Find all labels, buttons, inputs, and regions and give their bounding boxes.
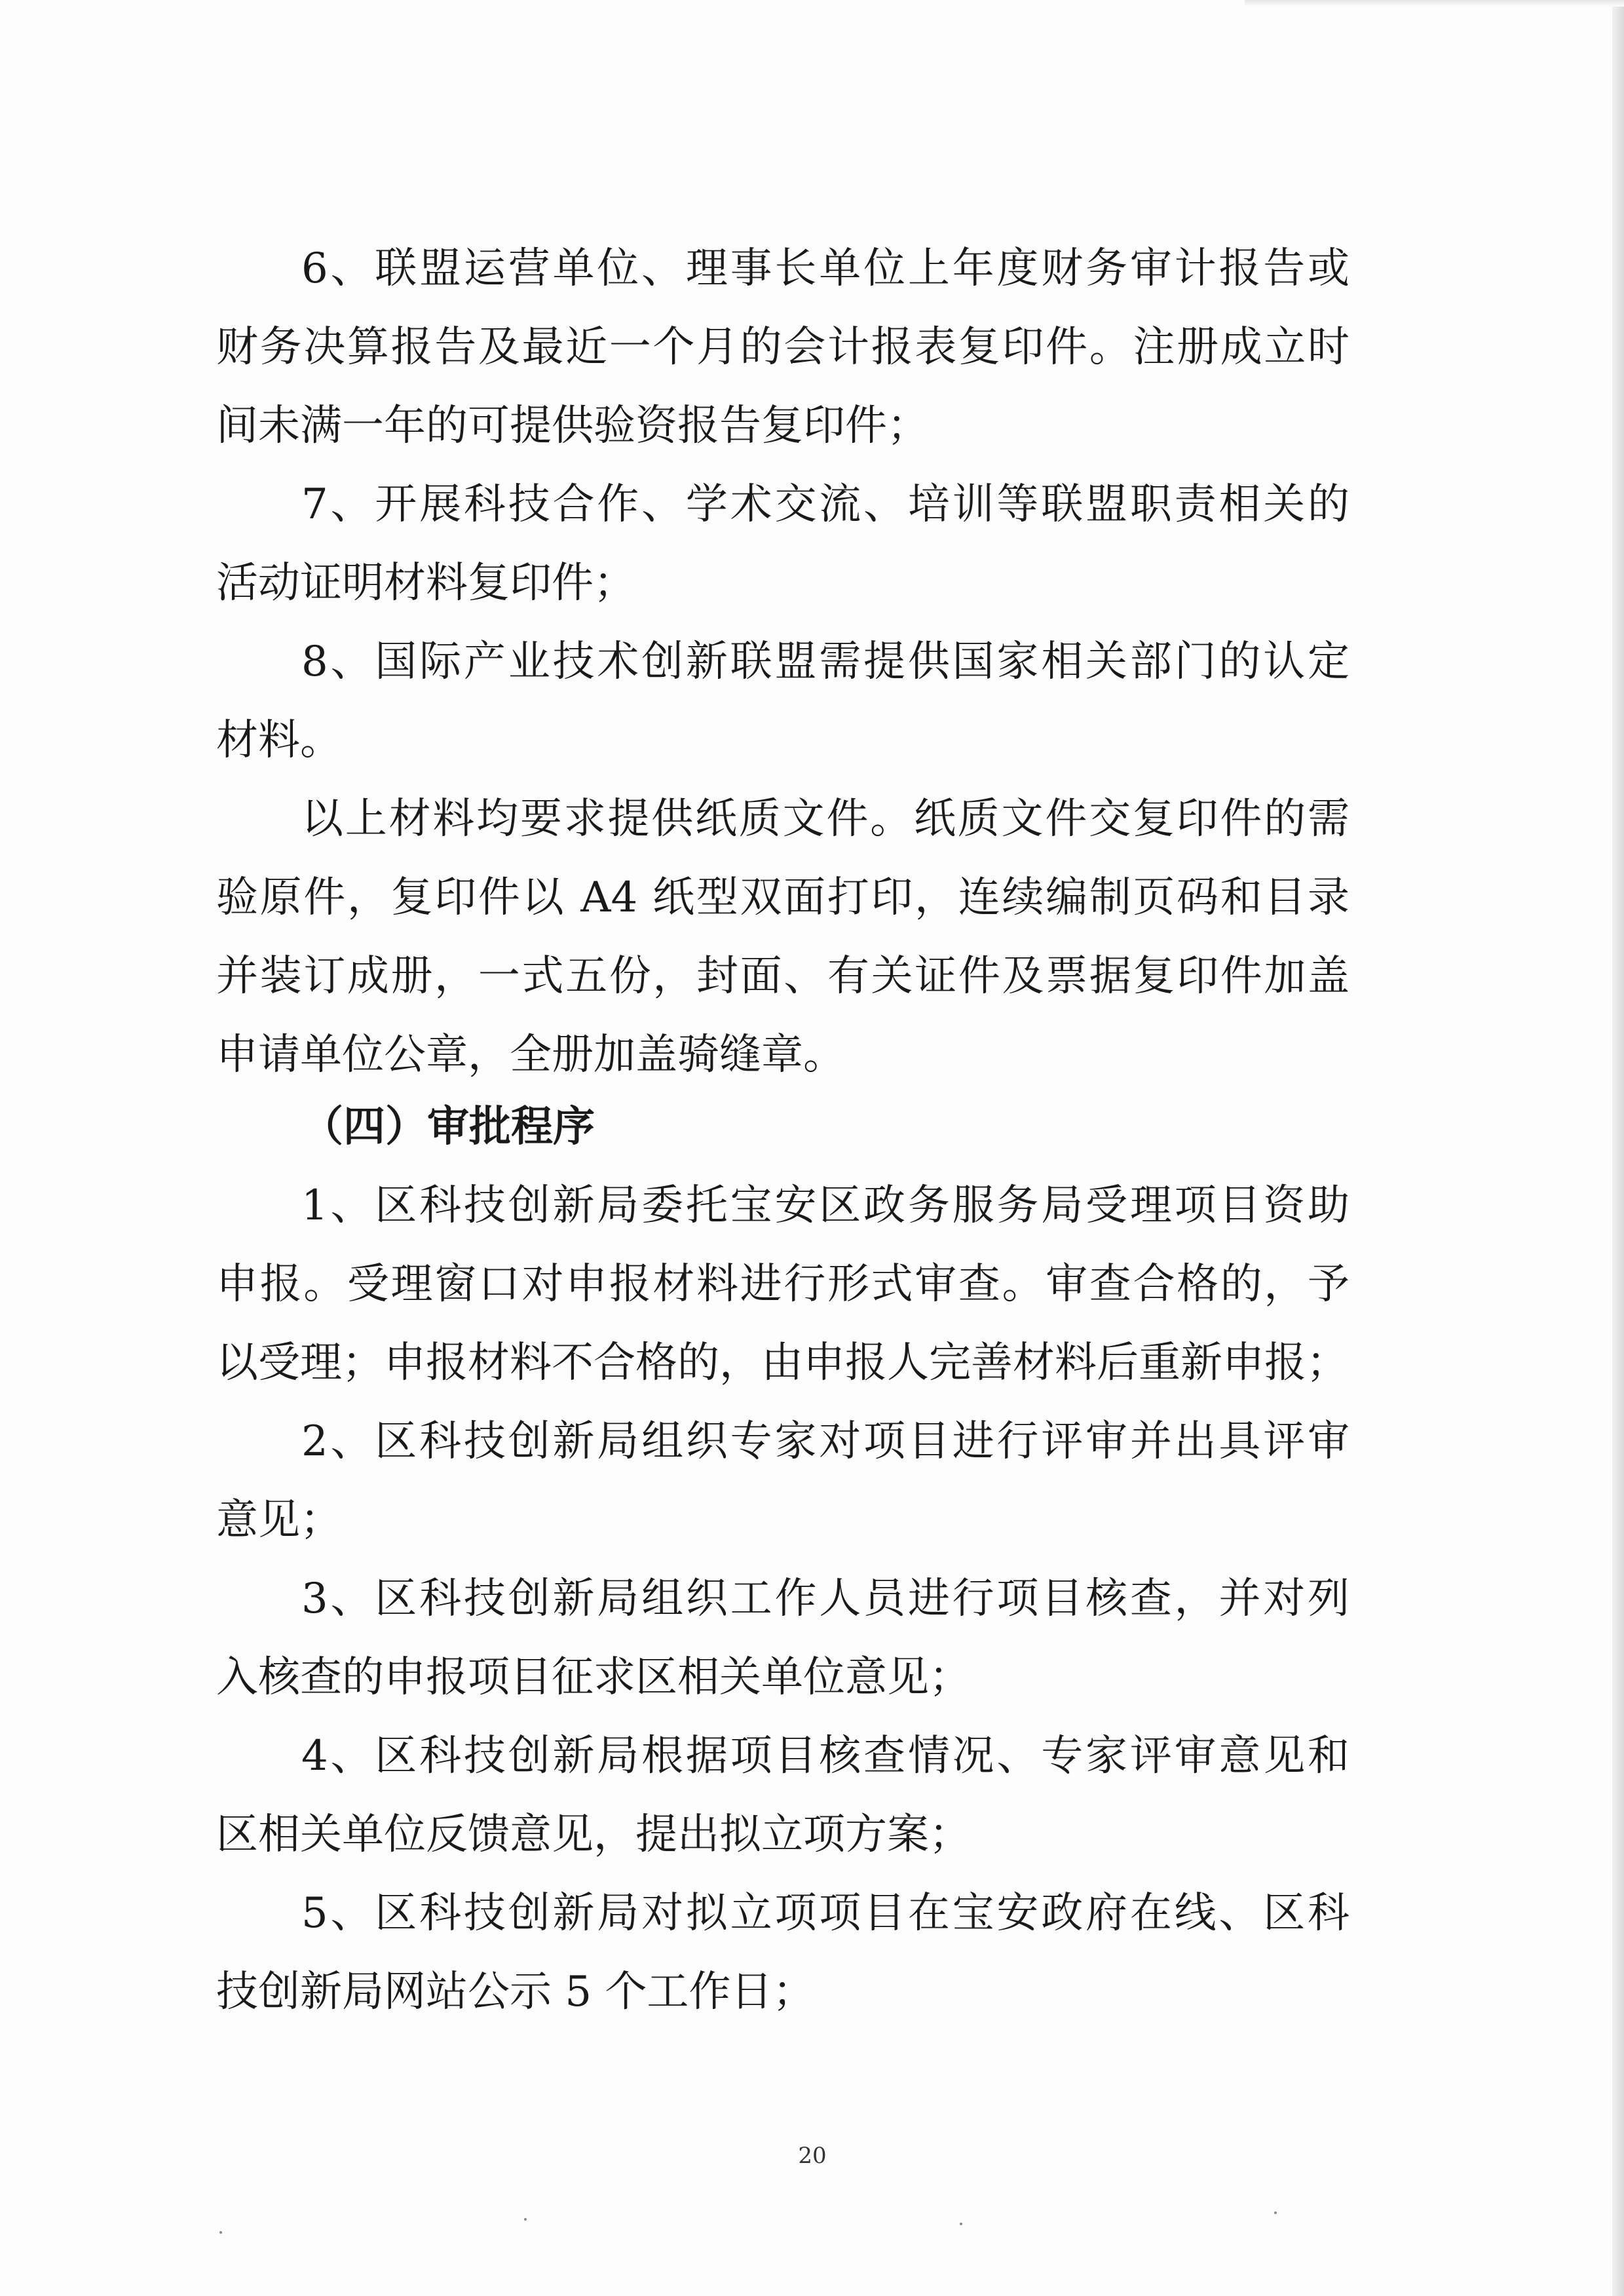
text-line: 4、区科技创新局根据项目核查情况、专家评审意见和 [301, 1732, 1350, 1780]
scan-speck [219, 2231, 222, 2234]
text-line: 1、区科技创新局委托宝安区政务服务局受理项目资助 [301, 1181, 1350, 1230]
text-line: 验原件，复印件以 A4 纸型双面打印，连续编制页码和目录 [216, 873, 1350, 922]
scan-edge-shadow [1612, 0, 1624, 2296]
text-line: 并装订成册，一式五份，封面、有关证件及票据复印件加盖 [216, 952, 1350, 1001]
scan-top-shadow [1245, 0, 1624, 7]
section-heading: （四）审批程序 [301, 1103, 595, 1151]
text-line: 财务决算报告及最近一个月的会计报表复印件。注册成立时 [216, 323, 1350, 372]
text-line: 6、联盟运营单位、理事长单位上年度财务审计报告或 [301, 244, 1350, 293]
text-line: 活动证明材料复印件； [216, 559, 635, 607]
text-line: 以受理；申报材料不合格的，由申报人完善材料后重新申报； [216, 1339, 1348, 1387]
text-line: 间未满一年的可提供验资报告复印件； [216, 402, 929, 450]
text-line: 意见； [216, 1496, 342, 1544]
text-line: 材料。 [216, 716, 342, 765]
text-line: 入核查的申报项目征求区相关单位意见； [216, 1653, 971, 1702]
text-line: 2、区科技创新局组织专家对项目进行评审并出具评审 [301, 1417, 1350, 1466]
scan-speck [960, 2223, 962, 2225]
scan-speck [1274, 2211, 1277, 2214]
text-line: 申报。受理窗口对申报材料进行形式审查。审查合格的，予 [216, 1260, 1350, 1309]
page-number: 20 [798, 2143, 827, 2169]
text-line: 技创新局网站公示 5 个工作日； [216, 1968, 815, 2016]
text-line: 以上材料均要求提供纸质文件。纸质文件交复印件的需 [301, 795, 1350, 843]
text-line: 8、国际产业技术创新联盟需提供国家相关部门的认定 [301, 638, 1350, 686]
text-line: 申请单位公章，全册加盖骑缝章。 [216, 1031, 845, 1079]
text-line: 3、区科技创新局组织工作人员进行项目核查，并对列 [301, 1575, 1350, 1623]
text-line: 7、开展科技合作、学术交流、培训等联盟职责相关的 [301, 480, 1350, 529]
scan-speck [524, 2218, 527, 2221]
text-line: 区相关单位反馈意见，提出拟立项方案； [216, 1810, 971, 1859]
text-line: 5、区科技创新局对拟立项项目在宝安政府在线、区科 [301, 1889, 1350, 1938]
